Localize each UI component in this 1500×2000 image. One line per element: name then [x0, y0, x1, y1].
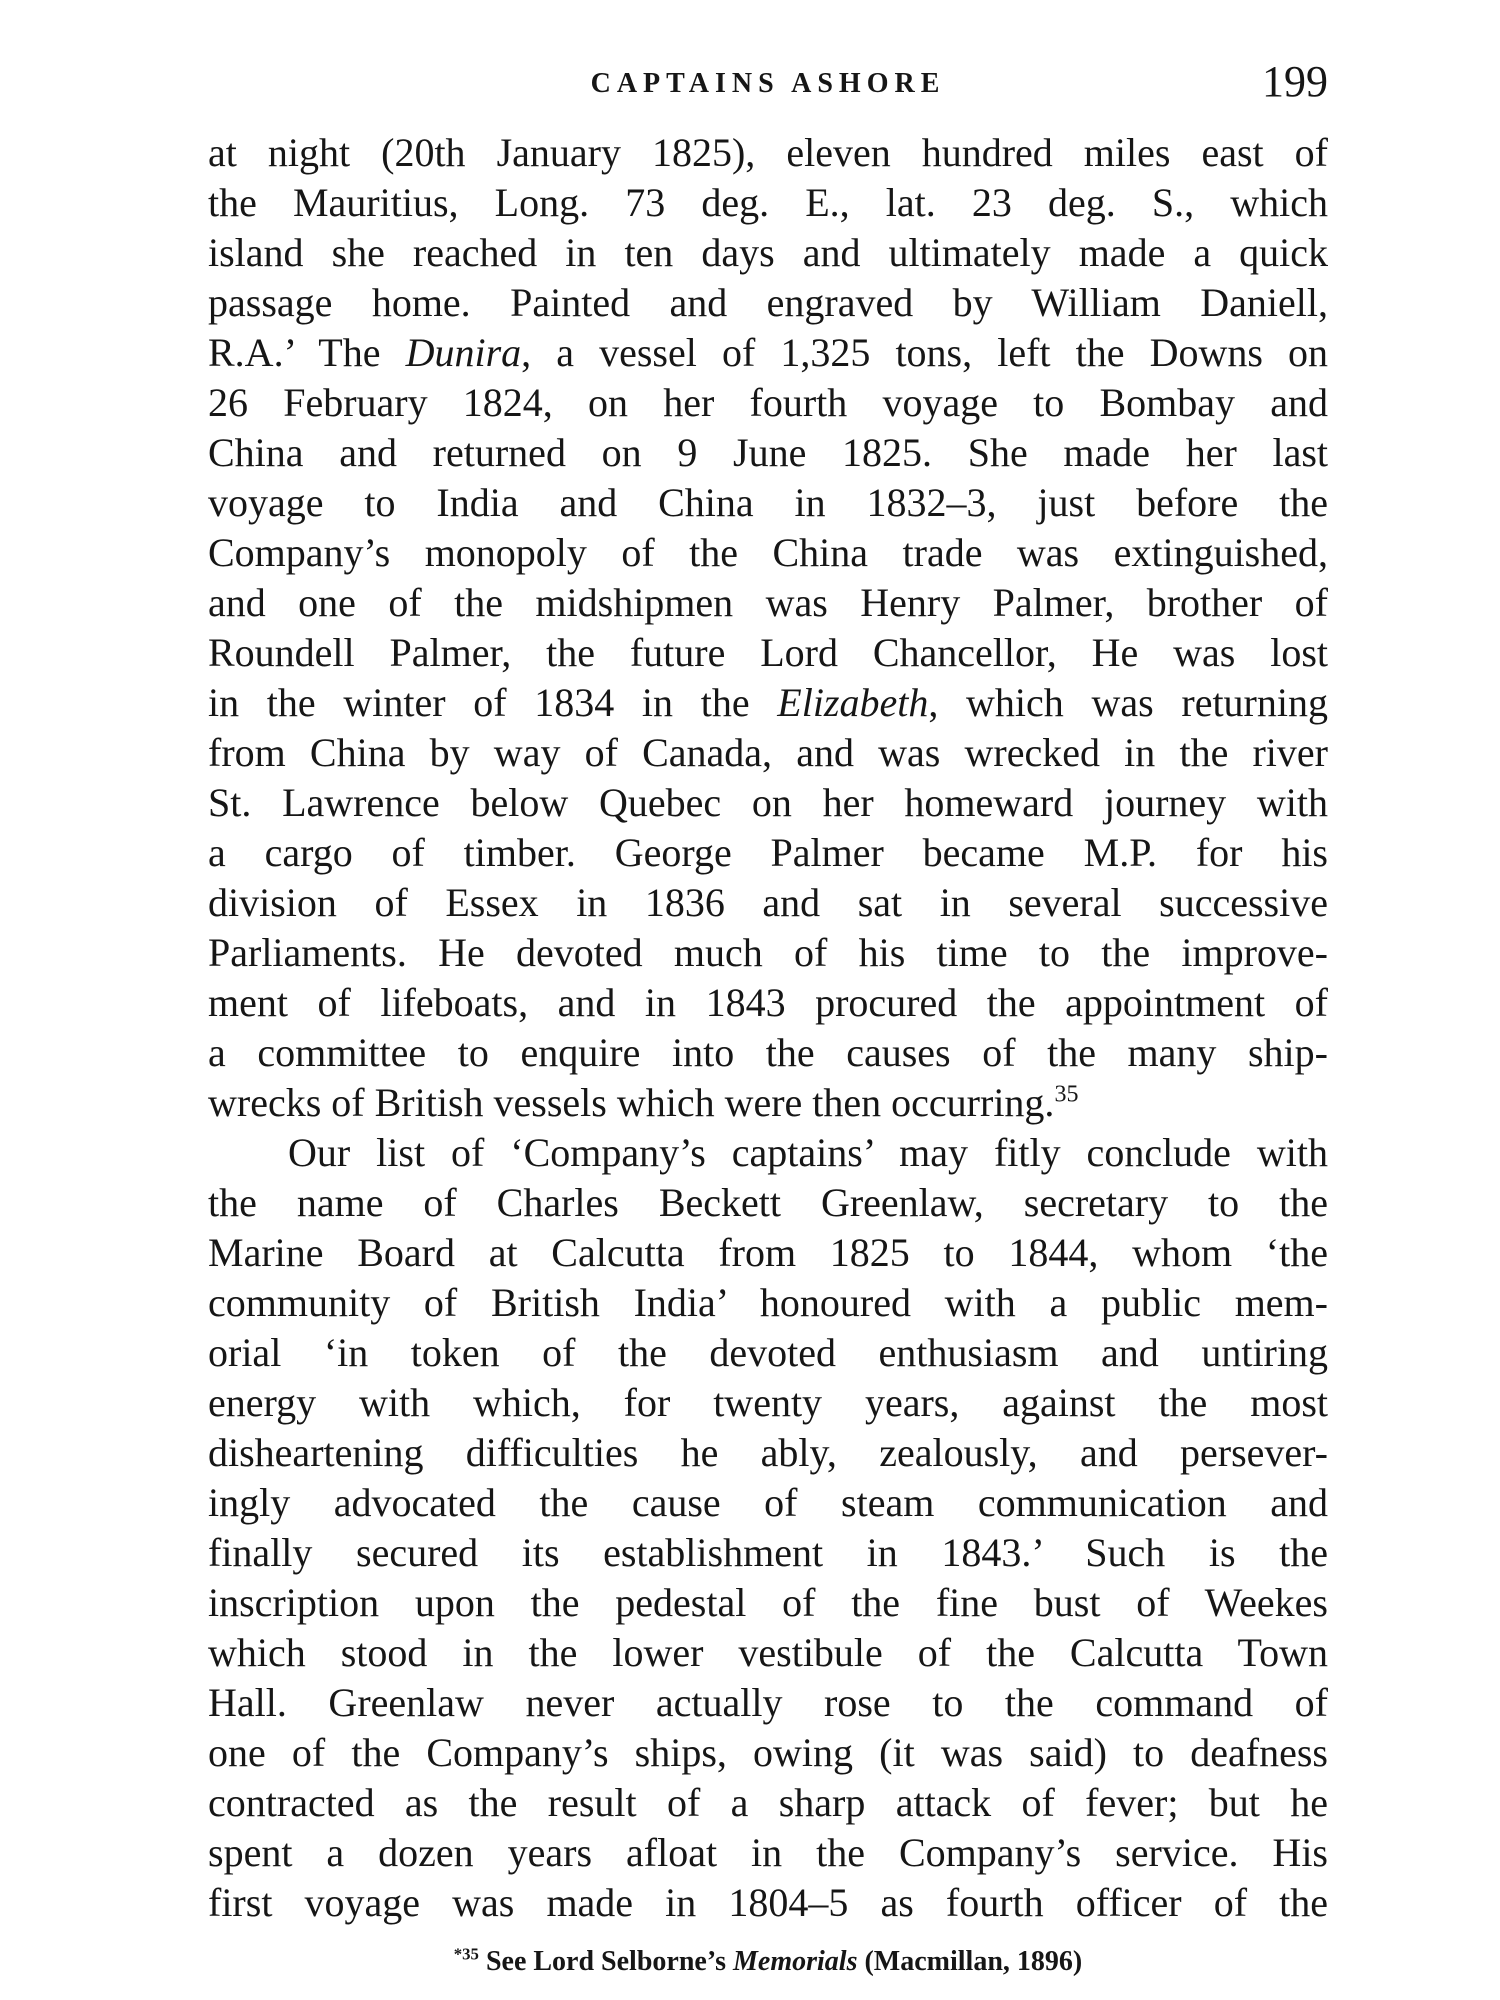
- text-line: passage home. Painted and engraved by William Daniell,: [208, 280, 1328, 325]
- footnote-marker: *35: [453, 1944, 479, 1964]
- text-run: , a vessel of 1,325 tons, left the Downs on: [521, 330, 1329, 375]
- text-line: Hall. Greenlaw never actually rose to the command of: [208, 1680, 1328, 1725]
- text-line: St. Lawrence below Quebec on her homeward journey with: [208, 780, 1328, 825]
- text-line: contracted as the result of a sharp attack of fever; but he: [208, 1780, 1328, 1825]
- text-line: ment of lifeboats, and in 1843 procured the appointment of: [208, 980, 1328, 1025]
- text-line: disheartening difficulties he ably, zealously, and persever-: [208, 1430, 1328, 1475]
- text-line: voyage to India and China in 1832–3, just before the: [208, 480, 1328, 525]
- text-line: a cargo of timber. George Palmer became M.P. for his: [208, 830, 1328, 875]
- text-line: first voyage was made in 1804–5 as fourth officer of the: [208, 1880, 1328, 1925]
- text-line: inscription upon the pedestal of the fine bust of Weekes: [208, 1580, 1328, 1625]
- text-line: finally secured its establishment in 1843.’ Such is the: [208, 1530, 1328, 1575]
- text-line: which stood in the lower vestibule of the Calcutta Town: [208, 1630, 1328, 1675]
- text-run: wrecks of British vessels which were then occurring.: [208, 1080, 1055, 1125]
- text-run: , which was returning: [928, 680, 1328, 725]
- text-line: [208, 328, 1328, 378]
- text-line: the Mauritius, Long. 73 deg. E., lat. 23 deg. S., which: [208, 180, 1328, 225]
- text-line: Marine Board at Calcutta from 1825 to 1844, whom ‘the: [208, 1230, 1328, 1275]
- text-line: ingly advocated the cause of steam communication and: [208, 1480, 1328, 1525]
- text-line: island she reached in ten days and ultimately made a quick: [208, 230, 1328, 275]
- text-line: China and returned on 9 June 1825. She made her last: [208, 430, 1328, 475]
- footnote-text: (Macmillan, 1896): [857, 1946, 1083, 1977]
- text-line: orial ‘in token of the devoted enthusiasm and untiring: [208, 1330, 1328, 1375]
- text-run: R.A.’ The: [208, 330, 406, 375]
- text-line: a committee to enquire into the causes of the many ship-: [208, 1030, 1328, 1075]
- text-line: division of Essex in 1836 and sat in several successive: [208, 880, 1328, 925]
- text-line: Our list of ‘Company’s captains’ may fitly conclude with: [288, 1130, 1328, 1175]
- ship-name-italic: Dunira: [405, 330, 522, 375]
- text-line: [208, 678, 1328, 728]
- text-line: community of British India’ honoured with a public mem-: [208, 1280, 1328, 1325]
- text-line: from China by way of Canada, and was wrecked in the river: [208, 730, 1328, 775]
- text-line: and one of the midshipmen was Henry Palmer, brother of: [208, 580, 1328, 625]
- page-number: 199: [1262, 57, 1328, 106]
- footnote-text: See Lord Selborne’s: [478, 1946, 734, 1977]
- text-line: [208, 1078, 1328, 1128]
- footnote: [208, 1944, 1328, 1980]
- text-line: one of the Company’s ships, owing (it was said) to deafness: [208, 1730, 1328, 1775]
- text-line: Parliaments. He devoted much of his time to the improve-: [208, 930, 1328, 975]
- text-line: 26 February 1824, on her fourth voyage to Bombay and: [208, 380, 1328, 425]
- text-line: spent a dozen years afloat in the Company’s service. His: [208, 1830, 1328, 1875]
- running-title: CAPTAINS ASHORE: [590, 68, 946, 99]
- ship-name-italic: Elizabeth: [777, 680, 929, 725]
- footnote-reference: 35: [1054, 1081, 1079, 1108]
- running-header: [208, 57, 1328, 120]
- text-line: the name of Charles Beckett Greenlaw, secretary to the: [208, 1180, 1328, 1225]
- text-line: at night (20th January 1825), eleven hundred miles east of: [208, 130, 1328, 175]
- text-line: Company’s monopoly of the China trade was extinguished,: [208, 530, 1328, 575]
- text-line: energy with which, for twenty years, against the most: [208, 1380, 1328, 1425]
- footnote-title-italic: Memorials: [733, 1946, 858, 1977]
- text-line: Roundell Palmer, the future Lord Chancellor, He was lost: [208, 630, 1328, 675]
- text-run: in the winter of 1834 in the: [208, 680, 778, 725]
- body-text: [208, 128, 1328, 1928]
